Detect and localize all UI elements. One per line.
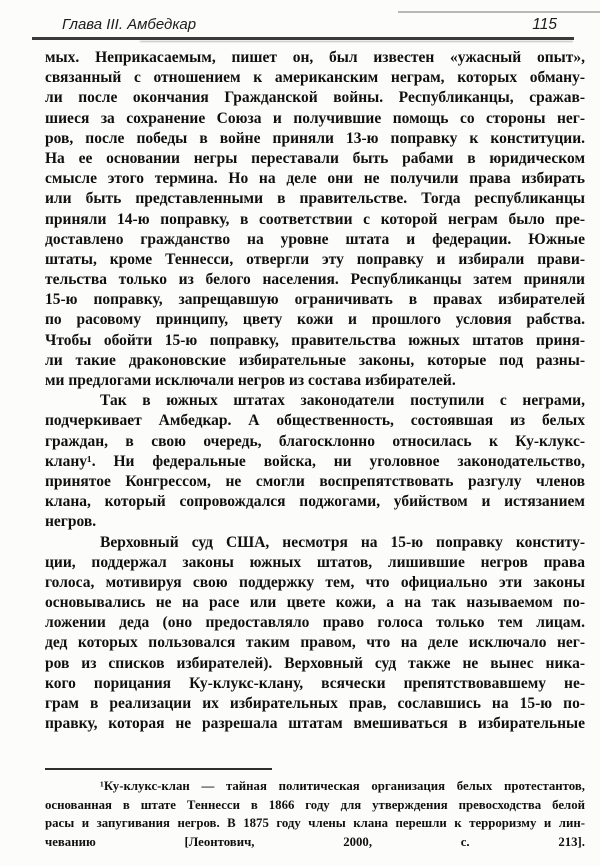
text-line: правку, которая не разрешала штатам вмешиваться в избирательные: [45, 715, 585, 733]
text-line: ложении деда (оно предоставляло право голоса только тем лицам.: [45, 614, 585, 632]
text-line: подчеркивает Амбедкар. А общественность, состоявшая из белых: [45, 412, 585, 430]
text-line: граждан, в свою очередь, благосклонно относилась к Ку-клукс-: [45, 432, 585, 450]
text-line: принятое Конгрессом, не смогли воспрепятствовать разгулу членов: [45, 472, 585, 490]
footnote-rule: [45, 768, 272, 770]
text-line: основывались не на расе или цвете кожи, а на так называемом по-: [45, 594, 585, 612]
footnote: [45, 777, 585, 851]
text-line: ли такие драконовские избирательные законы, которые под разны-: [45, 351, 585, 369]
text-line: приняли 14-ю поправку, в соответствии с которой неграм было пре-: [45, 210, 585, 228]
page-number: 115: [532, 16, 557, 33]
text-line: грам в реализации их избирательных прав, сославшись на 15-ю по-: [45, 695, 585, 712]
text-line: 15-ю поправку, запрещавшую ограничивать в правах избирателей: [45, 291, 585, 309]
text-line: ров, после победы в войне приняли 13-ю поправку к конституции.: [45, 129, 585, 147]
text-line: ли после окончания Гражданской войны. Республиканцы, сражав-: [45, 89, 585, 107]
text-line: ¹Ку-клукс-клан — тайная политическая организация белых протестантов,: [100, 779, 585, 793]
text-line: шиеся за сохранение Союза и получившие помощь со стороны нег-: [45, 109, 585, 127]
header-rule: [32, 37, 574, 40]
text-line: мых. Неприкасаемым, пишет он, был известен «ужасный опыт»,: [45, 49, 585, 66]
header-rule-scan-smudge: [140, 41, 573, 43]
page-header: [62, 16, 557, 34]
text-line: Так в южных штатах законодатели поступили с неграми,: [100, 392, 585, 410]
text-line: негров.: [45, 513, 97, 531]
text-line: по расовому принципу, цвету кожи и прошлого условия рабства.: [45, 311, 585, 329]
text-line: доставлено гражданство на уровне штата и федерации. Южные: [45, 230, 585, 248]
text-line: связанный с отношением к американским неграм, которых обману-: [45, 69, 585, 87]
text-line: Верховный суд США, несмотря на 15-ю поправку конститу-: [100, 533, 585, 551]
text-line: тельства только из белого населения. Республиканцы затем приняли: [45, 271, 585, 289]
text-line: На ее основании негры переставали быть рабами в юридическом: [45, 149, 585, 167]
text-line: штаты, кроме Теннесси, отвергли эту поправку и избирали прави-: [45, 250, 585, 268]
text-line: основанная в штате Теннесси в 1866 году для утверждения превосходства белой: [45, 797, 585, 812]
body-text: [45, 48, 585, 734]
text-line: расы и запугивания негров. В 1875 году члены клана перешли к терроризму и лин-: [45, 816, 585, 831]
text-line: смысле этого термина. Но на деле они не получили права избирать: [45, 170, 585, 188]
text-line: кого порицания Ку-клукс-клану, всячески препятствовавшему не-: [45, 674, 585, 692]
running-head: Глава III. Амбедкар: [62, 16, 197, 33]
text-line: ров из списков избирателей). Верховный суд также не вынес ника-: [45, 654, 585, 672]
text-line: ми предлогами исключали негров из состава избирателей.: [45, 372, 456, 389]
text-line: клану¹. Ни федеральные войска, ни уголовное законодательство,: [45, 452, 585, 470]
text-line: Чтобы обойти 15-ю поправку, правительства южных штатов приня-: [45, 331, 585, 349]
text-line: чеванию [Леонтович, 2000, с. 213].: [45, 834, 585, 849]
text-line: или быть представленными в правительстве. Тогда республиканцы: [45, 190, 585, 208]
text-line: клана, который сопровождался поджогами, убийством и истязанием: [45, 493, 585, 511]
text-line: ции, поддержал законы южных штатов, лишившие негров права: [45, 553, 585, 571]
scan-artifact-line: [398, 11, 600, 13]
text-line: дед которых пользовался таким правом, что на деле исключало нег-: [45, 634, 585, 652]
text-line: голоса, мотивируя свою поддержку тем, что официально эти законы: [45, 573, 585, 591]
